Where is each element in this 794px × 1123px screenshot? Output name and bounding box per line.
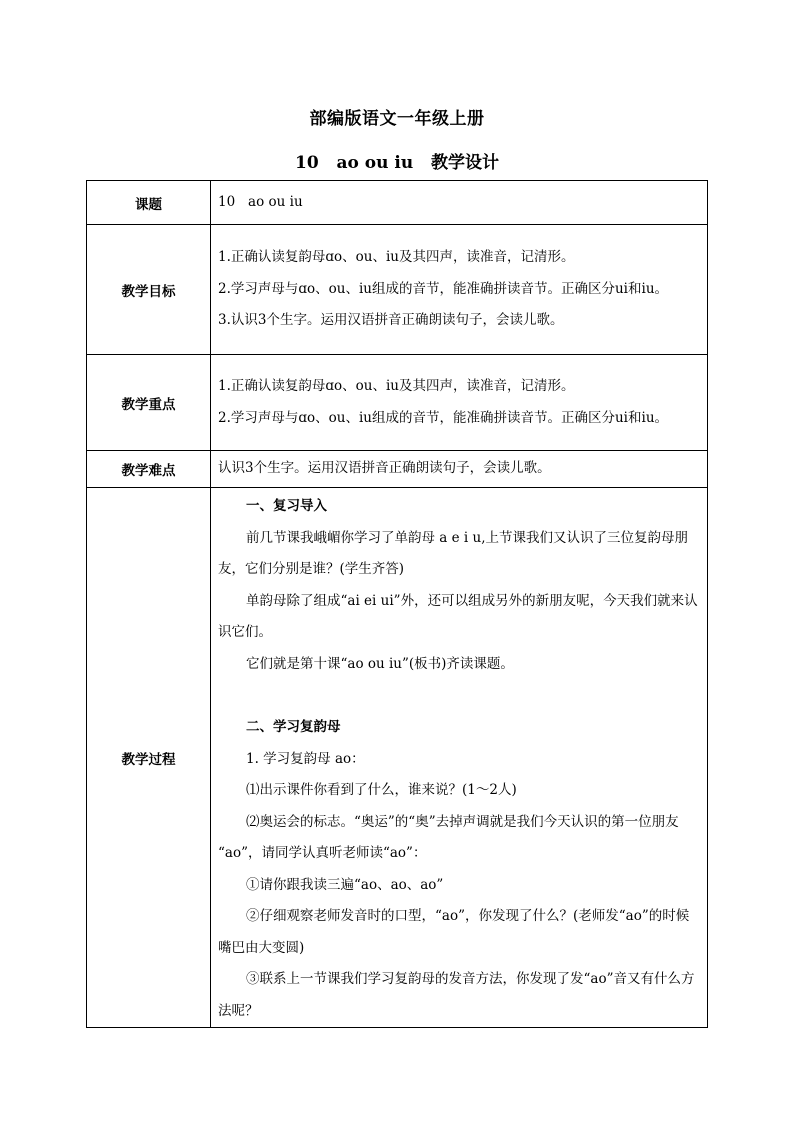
goal-item: 1.正确认读复韵母ɑo、ou、iu及其四声，读准音，记清形。 (218, 249, 575, 266)
goal-item: 3.认识3个生字。运用汉语拼音正确朗读句子，会读儿歌。 (218, 312, 564, 329)
process-paragraph: 1. 学习复韵母 ao： (246, 750, 365, 767)
lesson-number: 10 (295, 153, 319, 173)
table-row (87, 488, 708, 1028)
topic-label: 课题 (87, 181, 211, 225)
process-label: 教学过程 (87, 488, 211, 1028)
section-heading: 二、学习复韵母 (246, 719, 341, 735)
process-cell (211, 488, 708, 1028)
goal-item: 2.学习声母与ɑo、ou、iu组成的音节，能准确拼读音节。正确区分ui和iu。 (218, 280, 669, 297)
process-paragraph: 它们就是第十课“ao ou iu”(板书)齐读课题。 (246, 655, 514, 672)
lesson-plan-table (86, 180, 708, 1028)
process-paragraph: 单韵母除了组成“ai ei ui”外，还可以组成另外的新朋友呢，今天我们就来认识它们。 (218, 592, 698, 640)
process-paragraph: ⑴出示课件你看到了什么，谁来说？(1～2人) (246, 782, 517, 798)
table-row (87, 181, 708, 225)
difficulty-value: 认识3个生字。运用汉语拼音正确朗读句子，会读儿歌。 (211, 451, 708, 488)
lesson-pinyin: ao ou iu (336, 153, 414, 173)
key-point-item: 1.正确认读复韵母ɑo、ou、iu及其四声，读准音，记清形。 (218, 378, 575, 394)
process-paragraph: ①请你跟我读三遍“ao、ao、ao” (246, 876, 444, 893)
key-point-item: 2.学习声母与ɑo、ou、iu组成的音节，能准确拼读音节。正确区分ui和iu。 (218, 409, 669, 426)
topic-value: 10 ao ou iu (211, 181, 708, 225)
key-points-label: 教学重点 (87, 355, 211, 451)
table-row (87, 225, 708, 355)
table-row (87, 451, 708, 488)
goals-cell (211, 225, 708, 355)
process-paragraph: ②仔细观察老师发音时的口型，“ao”，你发现了什么？(老师发“ao”的时候嘴巴由大变圆) (218, 908, 690, 956)
document-title: 部编版语文一年级上册 (309, 109, 485, 129)
difficulty-label: 教学难点 (87, 451, 211, 488)
key-points-cell (211, 355, 708, 451)
document-subtitle (0, 148, 794, 173)
process-paragraph: 前几节课我峨嵋你学习了单韵母 a e i u,上节课我们又认识了三位复韵母朋友，它们分别是谁？(学生齐答) (218, 529, 689, 577)
process-paragraph: ③联系上一节课我们学习复韵母的发音方法，你发现了发“ao”音又有什么方法呢？ (218, 971, 695, 1019)
table-row (87, 355, 708, 451)
lesson-subtitle-text: 教学设计 (430, 153, 499, 173)
process-paragraph: ⑵奥运会的标志。“奥运”的“奥”去掉声调就是我们今天认识的第一位朋友 “ao”，请同学认真听老师读“ao”： (218, 813, 679, 861)
goals-label: 教学目标 (87, 225, 211, 355)
section-heading: 一、复习导入 (246, 498, 327, 514)
